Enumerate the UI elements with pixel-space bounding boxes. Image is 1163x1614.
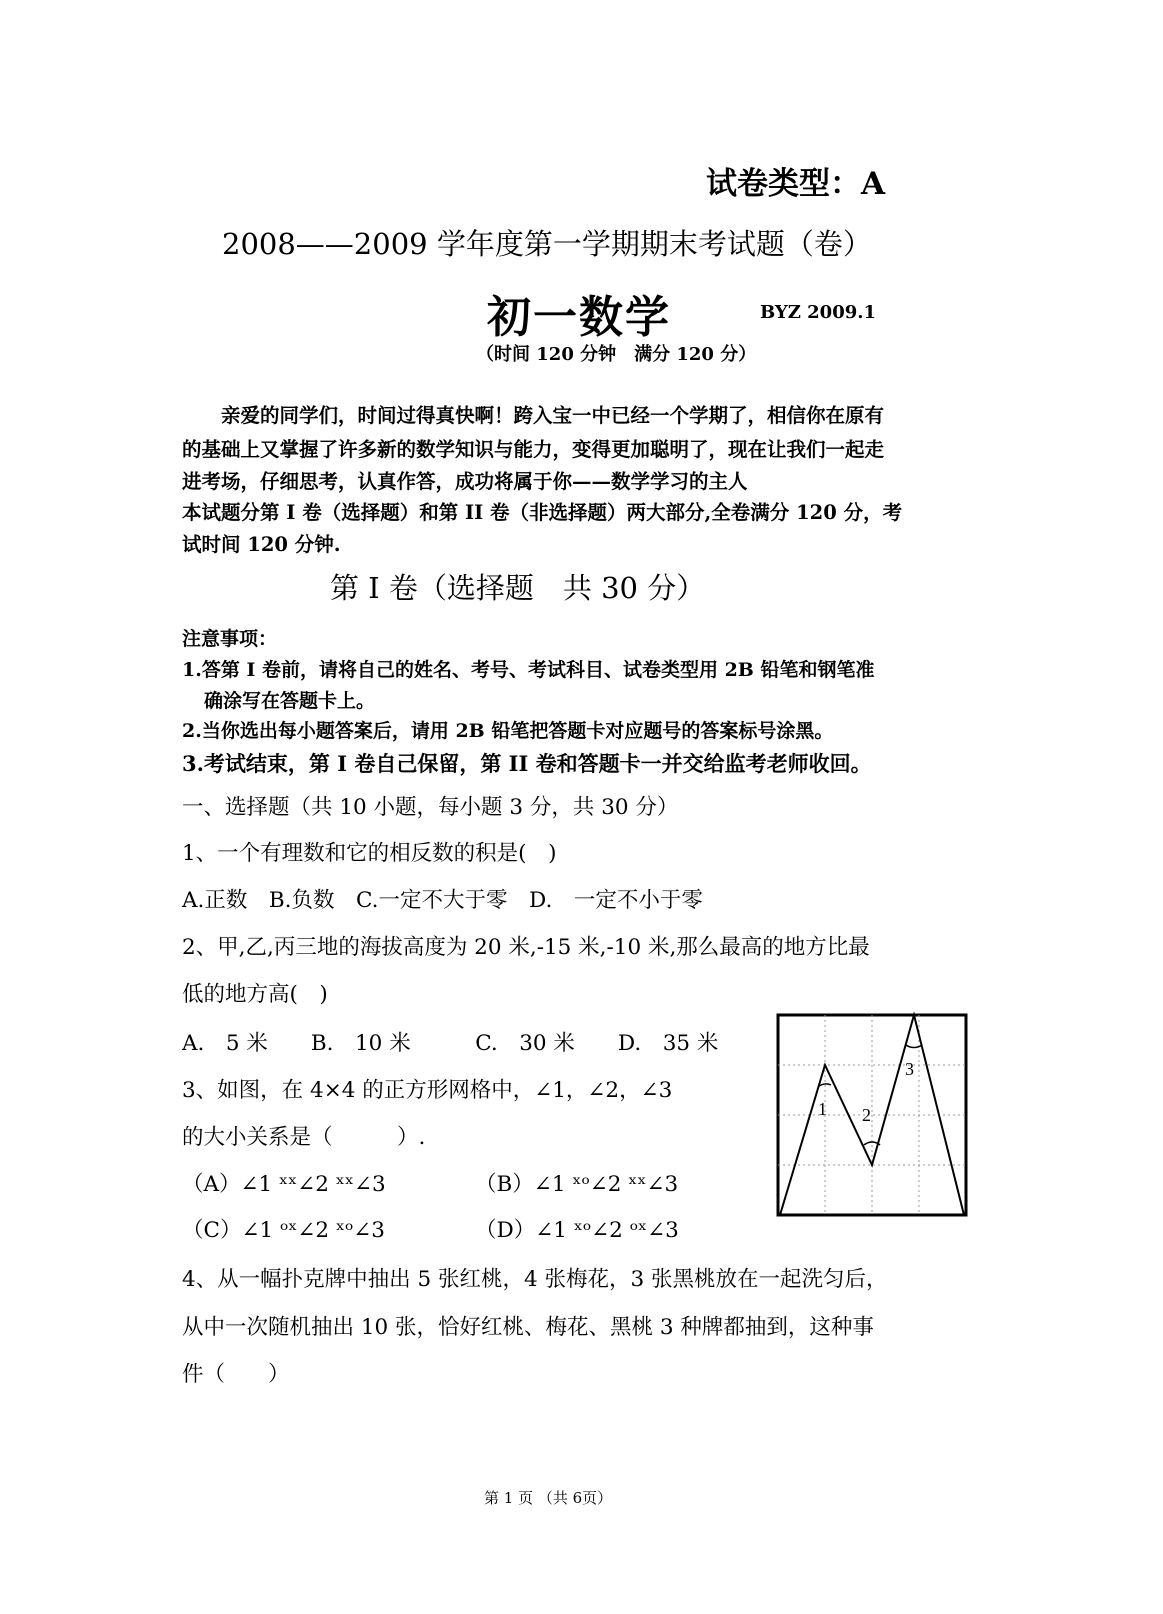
subject-title: 初一数学 (487, 292, 671, 343)
question-3-option-d: （D）∠1 ˣᵒ∠2 ᵒˣ∠3 (475, 1218, 679, 1243)
intro-line: 试时间 120 分钟. (182, 533, 341, 556)
question-3-option-b: （B）∠1 ˣᵒ∠2 ˣˣ∠3 (475, 1172, 679, 1197)
question-3-option-a: （A）∠1 ˣˣ∠2 ˣˣ∠3 (182, 1172, 386, 1197)
question-2-options: A. 5 米 B. 10 米 C. 30 米 D. 35 米 (182, 1031, 719, 1056)
exam-title: 2008——2009 学年度第一学期期末考试题（卷） (222, 227, 872, 261)
notice-item-2: 2.当你选出每小题答案后，请用 2B 铅笔把答题卡对应题号的答案标号涂黑。 (182, 720, 834, 742)
angle-3-arc (906, 1045, 922, 1048)
figure-grid (778, 1015, 966, 1215)
grid-angle-figure (776, 1011, 970, 1219)
section-title: 第 I 卷（选择题 共 30 分） (330, 571, 706, 605)
question-4-stem-cont: 从中一次随机抽出 10 张，恰好红桃、梅花、黑桃 3 种牌都抽到，这种事 (182, 1315, 874, 1340)
question-2-stem: 2、甲,乙,丙三地的海拔高度为 20 米,-15 米,-10 米,那么最高的地方比最 (182, 935, 870, 960)
intro-line: 进考场，仔细思考，认真作答，成功将属于你——数学学习的主人 (182, 470, 748, 493)
time-score-note: （时间 120 分钟 满分 120 分） (476, 344, 757, 365)
question-1-options: A.正数 B.负数 C.一定不大于零 D. 一定不小于零 (182, 888, 703, 913)
exam-code: BYZ 2009.1 (760, 302, 877, 323)
question-4-stem-cont: 件（ ） (182, 1362, 290, 1387)
intro-line: 亲爱的同学们，时间过得真快啊！跨入宝一中已经一个学期了，相信你在原有 (182, 404, 885, 427)
question-2-stem-cont: 低的地方高( ) (182, 982, 328, 1007)
notice-item-1-cont: 确涂写在答题卡上。 (204, 690, 376, 712)
intro-line: 的基础上又掌握了许多新的数学知识与能力，变得更加聪明了，现在让我们一起走 (182, 438, 885, 461)
notice-item-1: 1.答第 I 卷前，请将自己的姓名、考号、考试科目、试卷类型用 2B 铅笔和钢笔准 (182, 659, 875, 681)
notice-title: 注意事项： (182, 628, 278, 650)
question-1-stem: 1、一个有理数和它的相反数的积是( ) (182, 841, 557, 866)
angle-2-label: 2 (862, 1105, 871, 1125)
angle-3-label: 3 (905, 1059, 914, 1079)
page-footer: 第 1 页 （共 6页） (484, 1489, 613, 1507)
intro-line: 本试题分第 I 卷（选择题）和第 II 卷（非选择题）两大部分,全卷满分 120 分，考 (182, 501, 903, 524)
part-heading: 一、选择题（共 10 小题，每小题 3 分，共 30 分） (182, 795, 679, 820)
paper-type-label: 试卷类型：A (706, 166, 886, 202)
angle-1-label: 1 (818, 1099, 827, 1119)
question-3-option-c: （C）∠1 ᵒˣ∠2 ˣᵒ∠3 (182, 1218, 385, 1243)
question-3-stem: 3、如图，在 4×4 的正方形网格中，∠1，∠2，∠3 (182, 1078, 673, 1103)
question-4-stem: 4、从一幅扑克牌中抽出 5 张红桃，4 张梅花，3 张黑桃放在一起洗匀后， (182, 1267, 888, 1292)
question-3-stem-cont: 的大小关系是（ ）. (182, 1125, 426, 1150)
notice-item-3: 3.考试结束，第 I 卷自己保留，第 II 卷和答题卡一并交给监考老师收回。 (182, 751, 872, 776)
